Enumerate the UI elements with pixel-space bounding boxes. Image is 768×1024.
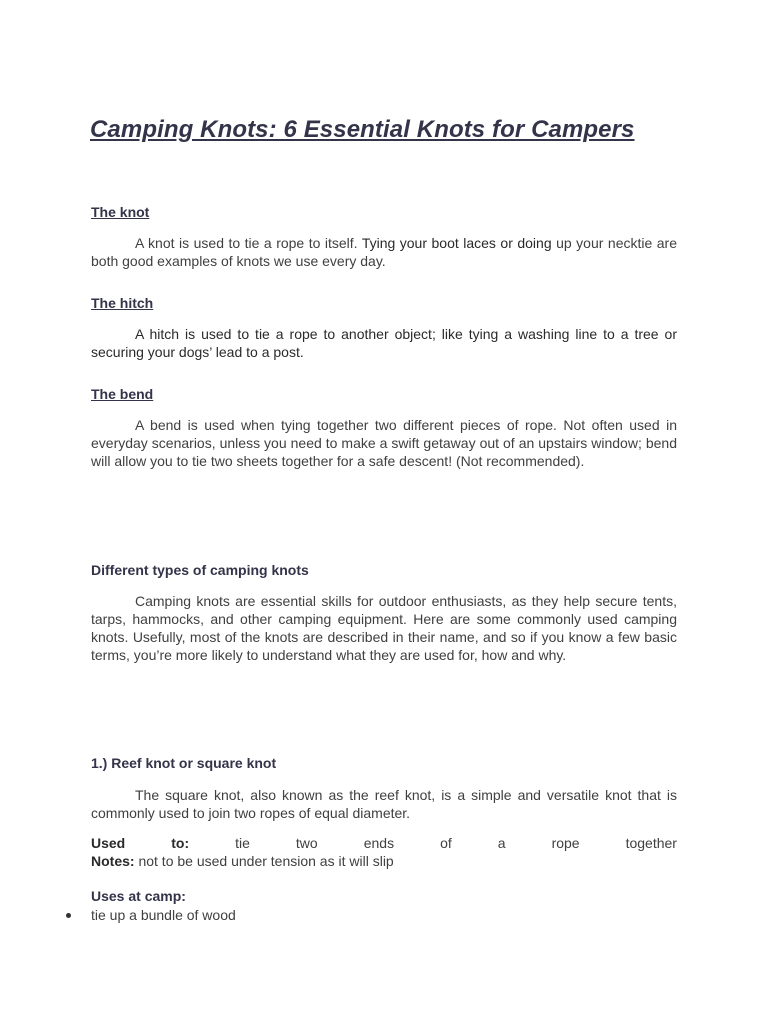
- used-to-word: tie: [235, 835, 250, 851]
- paragraph-knot: [91, 234, 677, 270]
- used-to-line: [91, 834, 677, 852]
- document-title: Camping Knots: 6 Essential Knots for Campers: [90, 116, 635, 143]
- heading-bend: The bend: [91, 386, 154, 402]
- paragraph-hitch: A hitch is used to tie a rope to another object; like tying a washing line to a tree or securing your dogs’ lead to a post.: [91, 326, 677, 360]
- used-to-word: ends: [363, 835, 395, 851]
- bullet-icon: [66, 913, 71, 918]
- notes-line: [91, 852, 677, 870]
- notes-label: Notes:: [91, 853, 135, 869]
- knot-text-b: Tying your boot laces or doing: [361, 235, 552, 251]
- used-to-word: two: [295, 835, 318, 851]
- heading-knot: The knot: [91, 204, 150, 220]
- used-to-label-word-2: to:: [171, 835, 190, 851]
- list-item-uses: tie up a bundle of wood: [91, 907, 236, 923]
- knot-text-a: A knot is used to tie a rope to itself.: [135, 235, 362, 251]
- heading-uses-at-camp: Uses at camp:: [91, 888, 186, 904]
- used-to-word: together: [625, 835, 677, 851]
- heading-hitch: The hitch: [91, 295, 154, 311]
- heading-camping-knot-types: Different types of camping knots: [91, 562, 309, 578]
- paragraph-bend: A bend is used when tying together two different pieces of rope. Not often used in everyday scenarios, unless you need to make a swift getaway out of an upstairs window; bend will allow you to tie two sheets together for a safe descent! (Not recommended).: [91, 417, 677, 469]
- knot-text-c: up your necktie are both good examples of knots we use every day.: [91, 235, 678, 269]
- used-to-word: of: [440, 835, 452, 851]
- notes-text: not to be used under tension as it will slip: [134, 853, 394, 869]
- used-to-word: a: [497, 835, 506, 851]
- paragraph-reef-knot: The square knot, also known as the reef knot, is a simple and versatile knot that is commonly used to join two ropes of equal diameter.: [91, 787, 677, 821]
- used-to-word: rope: [551, 835, 580, 851]
- used-to-label-word-1: Used: [91, 835, 126, 851]
- heading-reef-knot: 1.) Reef knot or square knot: [91, 755, 277, 771]
- paragraph-camping-knot-types: Camping knots are essential skills for outdoor enthusiasts, as they help secure tents, tarps, hammocks, and other camping equipment. Here are some commonly used camping knots. Usefully, most of the knots are described in their name, and so if you know a few basic terms, you’re more likely to understand what they are used for, how and why.: [91, 593, 677, 663]
